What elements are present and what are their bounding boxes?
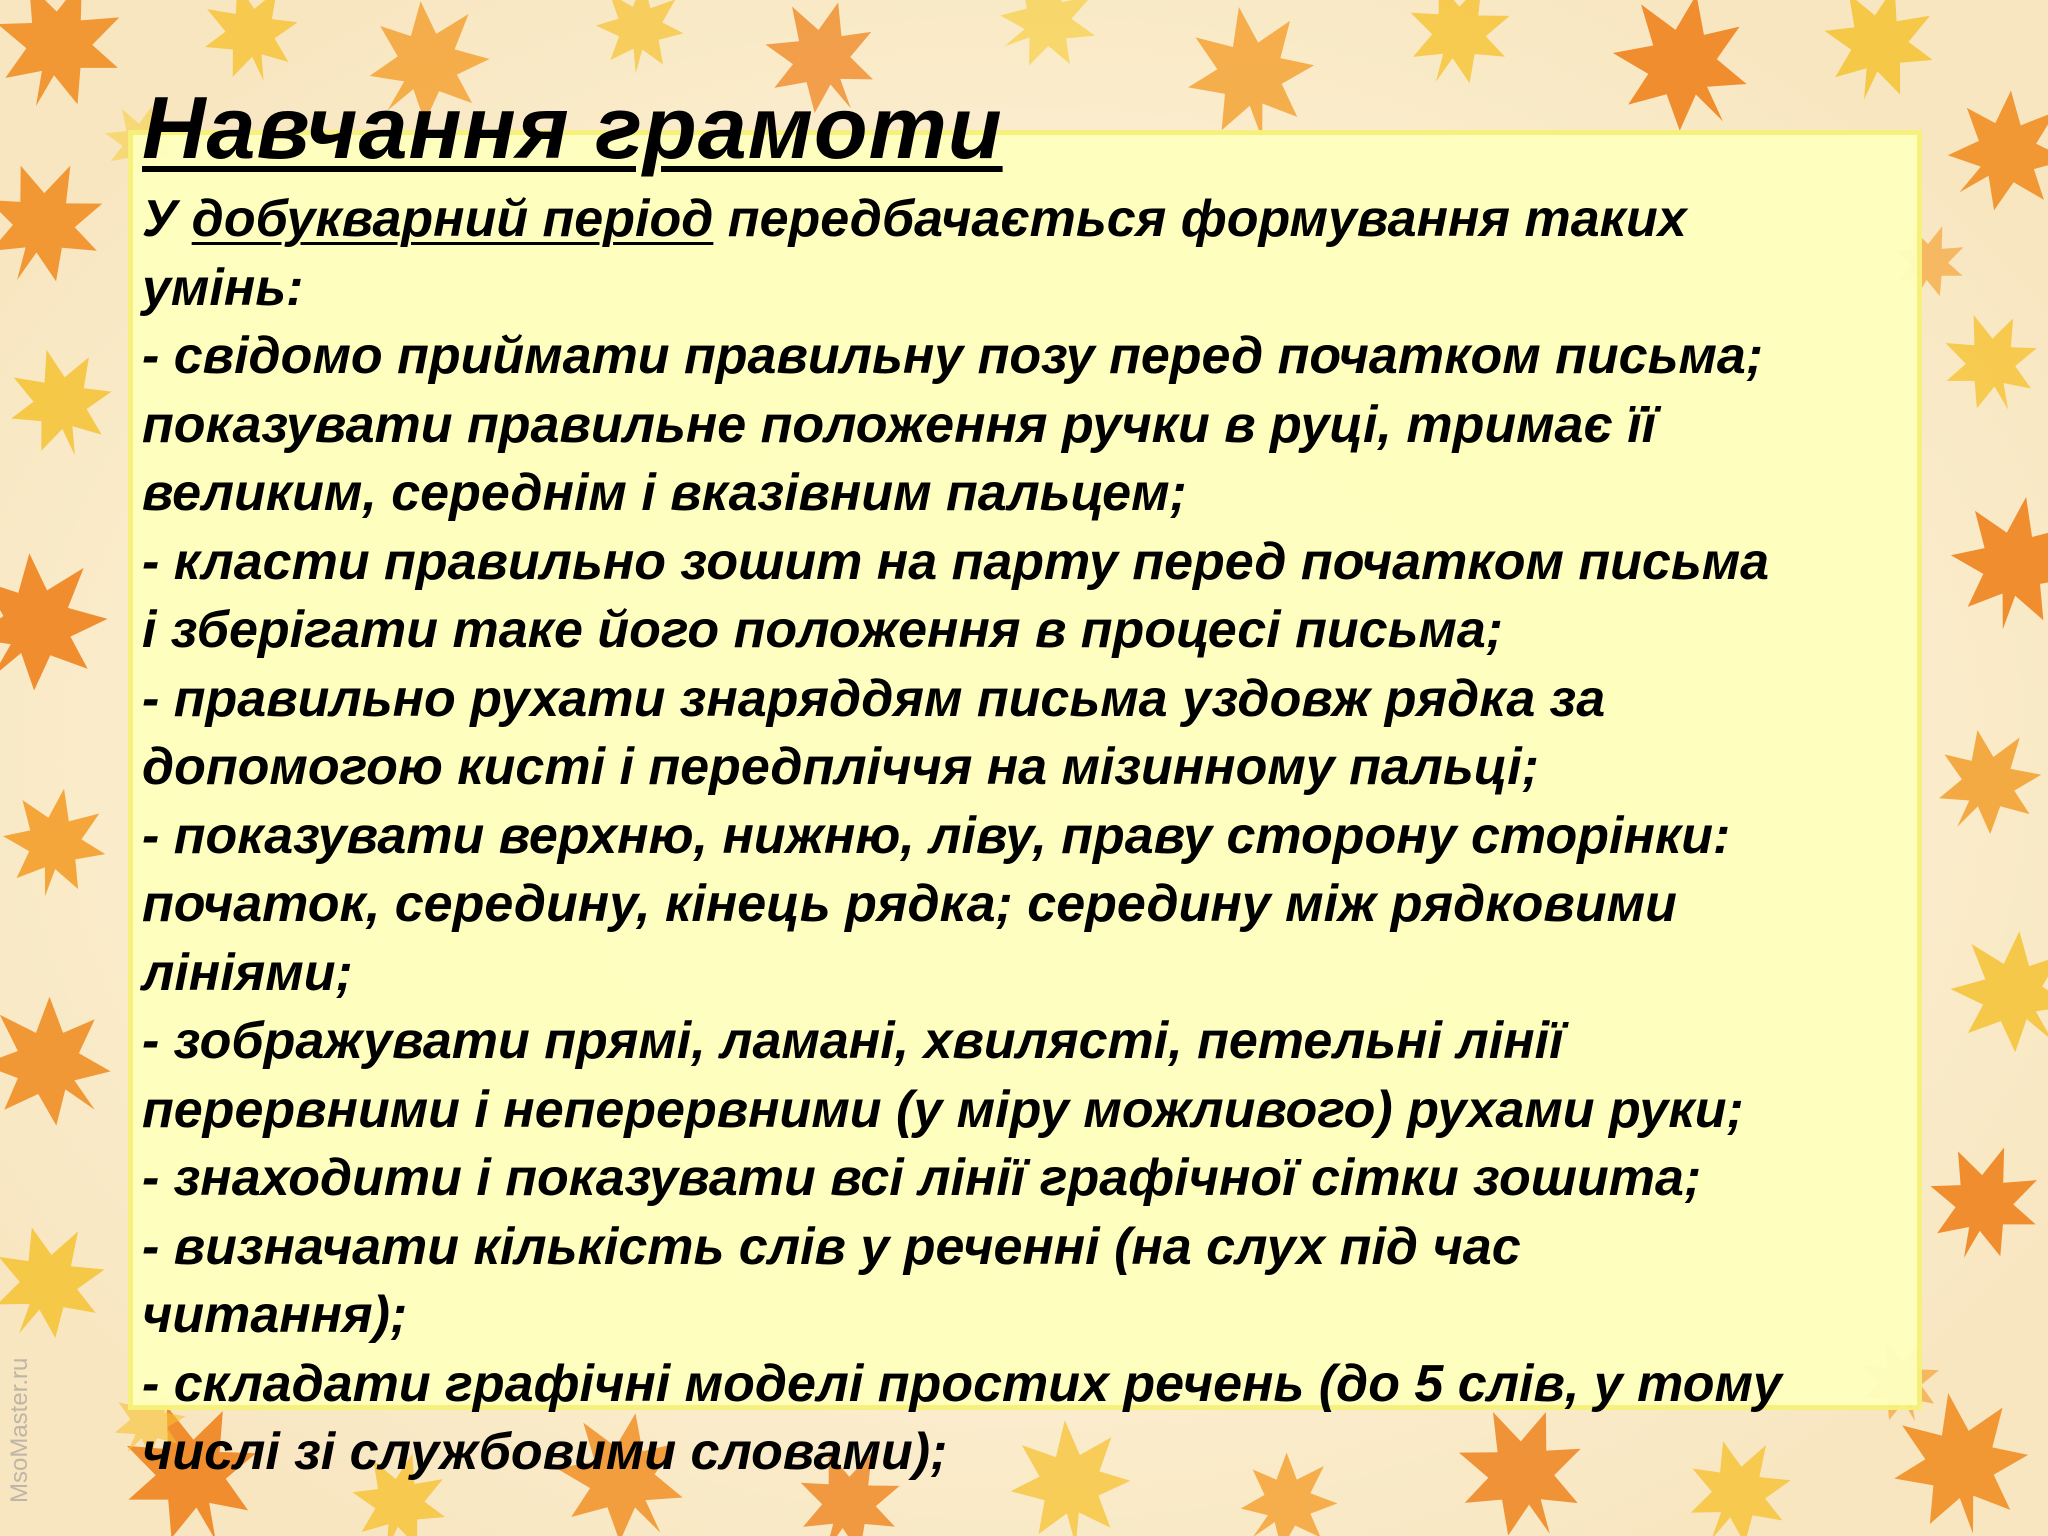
body-line: показувати правильне положення ручки в руці, тримає її <box>142 395 1657 454</box>
intro-underlined-term: добукварний період <box>191 190 714 248</box>
body-line: числі зі службовими словами); <box>142 1423 948 1481</box>
body-line: - свідомо приймати правильну позу перед початком письма; <box>142 327 1764 385</box>
body-line: умінь: <box>142 258 304 317</box>
body-line: читання); <box>142 1286 408 1344</box>
body-line: початок, середину, кінець рядка; середину між рядковими <box>142 875 1677 933</box>
body-line: і зберігати таке його положення в процесі письма; <box>142 601 1504 659</box>
body-line: великим, середнім і вказівним пальцем; <box>142 464 1187 522</box>
slide-body <box>142 185 2022 1487</box>
watermark: MsoMaster.ru <box>6 1357 33 1503</box>
intro-before: У <box>142 190 192 248</box>
body-line: - правильно рухати знаряддям письма уздовж рядка за <box>142 669 1606 728</box>
body-line: перервними і неперервними (у міру можливого) рухами руки; <box>142 1080 1744 1139</box>
body-line: лініями; <box>142 943 353 1002</box>
body-line: допомогою кисті і передпліччя на мізинному пальці; <box>142 738 1540 796</box>
body-line: - знаходити і показувати всі лінії графічної сітки зошита; <box>142 1149 1702 1207</box>
body-line: - зображувати прямі, ламані, хвилясті, петельні лінії <box>142 1012 1564 1070</box>
intro-line <box>142 185 2022 254</box>
slide-title: Навчання грамоти <box>142 78 1003 177</box>
intro-after: передбачається формування таких <box>713 190 1687 248</box>
body-line: - визначати кількість слів у реченні (на слух під час <box>142 1217 1521 1276</box>
body-line: - складати графічні моделі простих речень (до 5 слів, у тому <box>142 1354 1782 1413</box>
body-line: - класти правильно зошит на парту перед початком письма <box>142 532 1770 591</box>
body-line: - показувати верхню, нижню, ліву, праву сторону сторінки: <box>142 806 1731 865</box>
